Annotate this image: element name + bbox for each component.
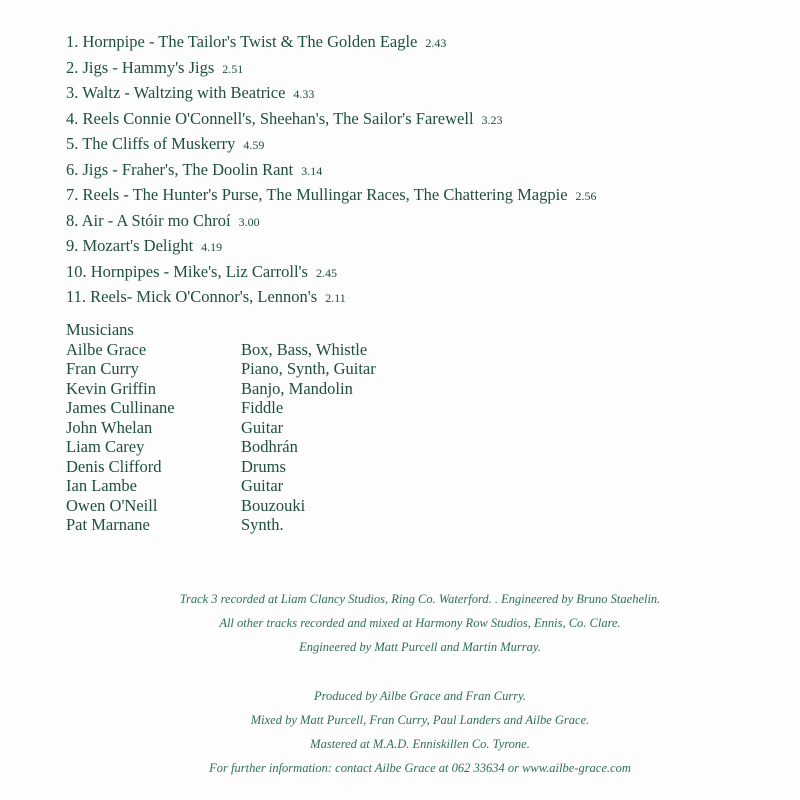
track-item xyxy=(66,260,786,286)
credit-line: Mastered at M.A.D. Enniskillen Co. Tyrone. xyxy=(310,737,530,751)
credit-line: Mixed by Matt Purcell, Fran Curry, Paul Landers and Ailbe Grace. xyxy=(250,713,590,727)
musician-name: Ailbe Grace xyxy=(66,339,147,359)
musicians-section xyxy=(66,320,486,535)
recording-credits xyxy=(40,587,800,659)
musician-instruments: Guitar xyxy=(241,417,284,437)
track-title: 10. Hornpipes - Mike's, Liz Carroll's xyxy=(66,261,308,281)
track-item xyxy=(66,158,786,184)
track-item xyxy=(66,30,786,56)
track-item xyxy=(66,56,786,82)
musician-name: Kevin Griffin xyxy=(66,378,156,398)
track-item xyxy=(66,81,786,107)
track-title: 4. Reels Connie O'Connell's, Sheehan's, The Sailor's Farewell xyxy=(66,108,474,128)
musician-instruments: Box, Bass, Whistle xyxy=(241,339,368,359)
track-item xyxy=(66,234,786,260)
track-item xyxy=(66,107,786,133)
musician-row xyxy=(66,379,486,399)
musician-name: Liam Carey xyxy=(66,437,145,456)
track-list xyxy=(66,30,786,311)
musician-instruments: Guitar xyxy=(241,476,284,495)
track-duration: 2.45 xyxy=(315,265,337,280)
musician-row xyxy=(66,359,486,379)
musician-name: James Cullinane xyxy=(66,398,175,417)
track-duration: 4.33 xyxy=(293,87,315,101)
musician-name: Ian Lambe xyxy=(66,476,138,495)
track-duration: 2.56 xyxy=(575,189,597,203)
production-credits xyxy=(40,684,800,780)
musicians-heading: Musicians xyxy=(66,320,134,339)
track-duration: 4.59 xyxy=(243,138,265,152)
musician-row xyxy=(66,476,486,496)
musician-instruments: Drums xyxy=(241,456,286,476)
musician-name: Fran Curry xyxy=(66,359,139,378)
credit-line: All other tracks recorded and mixed at Harmony Row Studios, Ennis, Co. Clare. xyxy=(219,616,621,630)
track-duration: 3.14 xyxy=(301,163,323,178)
credit-line: Produced by Ailbe Grace and Fran Curry. xyxy=(313,689,527,703)
musician-row xyxy=(66,418,486,438)
track-title: 6. Jigs - Fraher's, The Doolin Rant xyxy=(66,159,294,179)
track-title: 7. Reels - The Hunter's Purse, The Mullingar Races, The Chattering Magpie xyxy=(66,185,568,204)
track-duration: 2.43 xyxy=(425,36,447,50)
credit-line: Track 3 recorded at Liam Clancy Studios, Ring Co. Waterford. . Engineered by Bruno Staehelin. xyxy=(179,592,661,606)
track-title: 1. Hornpipe - The Tailor's Twist & The Golden Eagle xyxy=(66,32,418,51)
track-title: 9. Mozart's Delight xyxy=(66,236,194,255)
musician-name: Denis Clifford xyxy=(66,456,162,476)
track-item xyxy=(66,209,786,235)
track-item xyxy=(66,285,786,311)
musician-instruments: Fiddle xyxy=(241,398,284,417)
musician-instruments: Bouzouki xyxy=(241,495,306,515)
credit-line: Engineered by Matt Purcell and Martin Murray. xyxy=(299,640,541,654)
track-title: 11. Reels- Mick O'Connor's, Lennon's xyxy=(66,287,318,306)
track-title: 3. Waltz - Waltzing with Beatrice xyxy=(66,83,286,102)
musician-row xyxy=(66,457,486,477)
track-item xyxy=(66,183,786,209)
musician-instruments: Piano, Synth, Guitar xyxy=(241,359,376,378)
track-title: 2. Jigs - Hammy's Jigs xyxy=(66,57,215,77)
track-title: 8. Air - A Stóir mo Chroí xyxy=(66,210,231,230)
track-duration: 3.23 xyxy=(481,112,503,127)
musician-instruments: Bodhrán xyxy=(241,437,298,456)
musician-row xyxy=(66,515,486,535)
track-item xyxy=(66,132,786,158)
musician-row xyxy=(66,496,486,516)
contact-line: For further information: contact Ailbe Grace at 062 33634 or www.ailbe-grace.com xyxy=(209,761,631,775)
track-duration: 2.11 xyxy=(325,291,346,305)
musician-row xyxy=(66,398,486,418)
musician-row xyxy=(66,340,486,360)
musician-instruments: Banjo, Mandolin xyxy=(241,378,353,398)
track-duration: 3.00 xyxy=(238,214,260,229)
musician-name: Pat Marnane xyxy=(66,515,150,534)
track-duration: 4.19 xyxy=(201,240,223,254)
musician-row xyxy=(66,437,486,457)
musician-name: Owen O'Neill xyxy=(66,495,158,515)
musician-instruments: Synth. xyxy=(241,515,284,534)
track-duration: 2.51 xyxy=(222,61,244,76)
track-title: 5. The Cliffs of Muskerry xyxy=(66,134,236,153)
musician-name: John Whelan xyxy=(66,417,153,437)
